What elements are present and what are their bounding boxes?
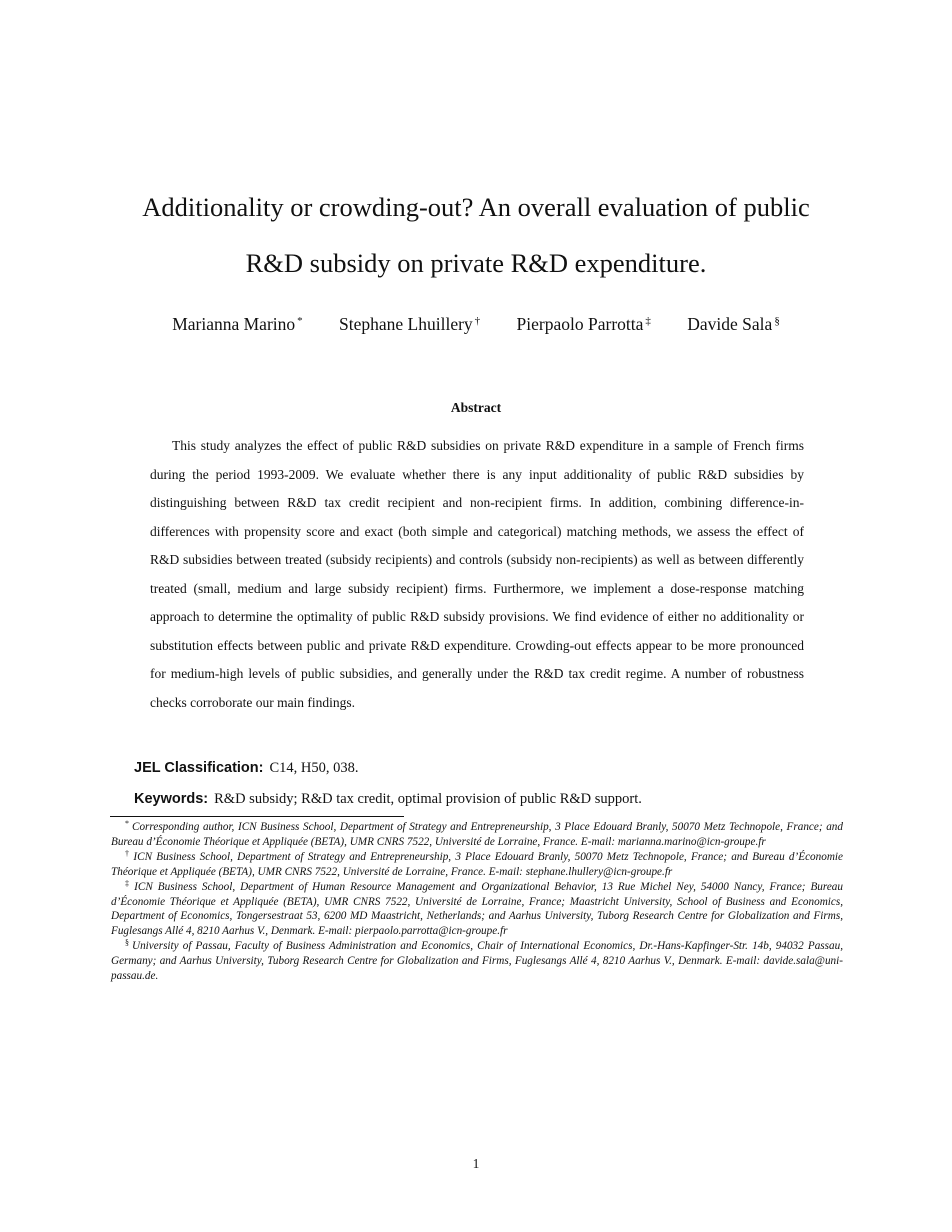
jel-classification [134,760,359,777]
footnote [111,939,843,984]
footnote-text: ICN Business School, Department of Human Resource Management and Organizational Behavior, 13 Rue Michel Ney, 54000 Nancy, France; Bureau d’Économie Théorique et Appliquée (BETA), UMR CNRS 7522, Université de Lorraine, France; Maastricht University, School of Business and Economics, Department of Economics, Tongersestraat 53, 6200 MD Maastricht, Netherlands; and Aarhus University, Tuborg Research Centre for Globalization and Firms, Fuglesangs Allé 4, 8210 Aarhus V., Denmark. E-mail: pierpaolo.parrotta@icn-groupe.fr [111,880,843,938]
author-name: Marianna Marino [172,314,296,334]
author [172,314,302,335]
paper-title-line-2: R&D subsidy on private R&D expenditure. [245,248,707,278]
abstract-heading: Abstract [450,400,502,415]
footnotes [111,820,843,984]
footnote-mark: ‡ [125,878,132,888]
footnote [111,820,843,850]
footnote-mark: * [125,819,129,828]
abstract-text: This study analyzes the effect of public R&D subsidies on private R&D expenditure in a sample of French firms during the period 1993-2009. We evaluate whether there is any input additionality of public R&D subsidies by distinguishing between R&D tax credit recipient and non-recipient firms. In addition, combining difference-in-differences with propensity score and exact (both simple and categorical) matching methods, we assess the effect of R&D subsidies between treated (subsidy recipients) and controls (subsidy non-recipients) as well as between differently treated (small, medium and large subsidy recipient) firms. Furthermore, we implement a dose-response matching approach to determine the optimality of public R&D subsidy provisions. We find evidence of either no additionality or substitution effects between public and private R&D expenditure. Crowding-out effects appear to be more pronounced for medium-high levels of public subsidies, and generally under the R&D tax credit regime. A number of robustness checks corroborate our main findings. [150,438,804,710]
jel-label: JEL Classification: [134,760,264,776]
author-footnote-mark: * [297,315,303,327]
footnote-mark: § [125,938,129,948]
author-name: Davide Sala [687,314,773,334]
author-footnote-mark: ‡ [645,315,651,327]
author-name: Pierpaolo Parrotta [516,314,644,334]
keywords-label: Keywords: [134,791,209,807]
footnote [111,880,843,940]
footnote [111,850,843,880]
footnote-text: Corresponding author, ICN Business School, Department of Strategy and Entrepreneurship, 3 Place Edouard Branly, 50070 Metz Technopole, France; and Bureau d’Économie Théorique et Appliquée (BETA), UMR CNRS 7522, Université de Lorraine, France. E-mail: marianna.marino@icn-groupe.fr [111,821,843,848]
author [517,314,651,335]
author [339,314,480,335]
keywords [134,791,642,808]
author-footnote-mark: † [474,315,481,327]
footnote-text: University of Passau, Faculty of Business Administration and Economics, Chair of International Economics, Dr.-Hans-Kapfinger-Str. 14b, 94032 Passau, Germany; and Aarhus University, Tuborg Research Centre for Globalization and Firms, Fuglesangs Allé 4, 8210 Aarhus V., Denmark. E-mail: davide.sala@uni-passau.de. [111,940,843,983]
footnote-rule [110,816,404,817]
author-list [0,314,952,335]
page-number: 1 [472,1156,480,1171]
footnote-mark: † [125,848,131,858]
author-name: Stephane Lhuillery [339,314,473,334]
jel-value: C14, H50, 038. [269,760,359,776]
author-footnote-mark: § [774,315,780,327]
footnote-text: ICN Business School, Department of Strategy and Entrepreneurship, 3 Place Edouard Branly, 50070 Metz Technopole, France; and Bureau d’Économie Théorique et Appliquée (BETA), UMR CNRS 7522, Université de Lorraine, France. E-mail: stephane.lhullery@icn-groupe.fr [111,850,843,878]
paper-title-line-1: Additionality or crowding-out? An overall evaluation of public [142,192,810,222]
author [687,314,780,335]
keywords-value: R&D subsidy; R&D tax credit, optimal provision of public R&D support. [214,791,642,807]
